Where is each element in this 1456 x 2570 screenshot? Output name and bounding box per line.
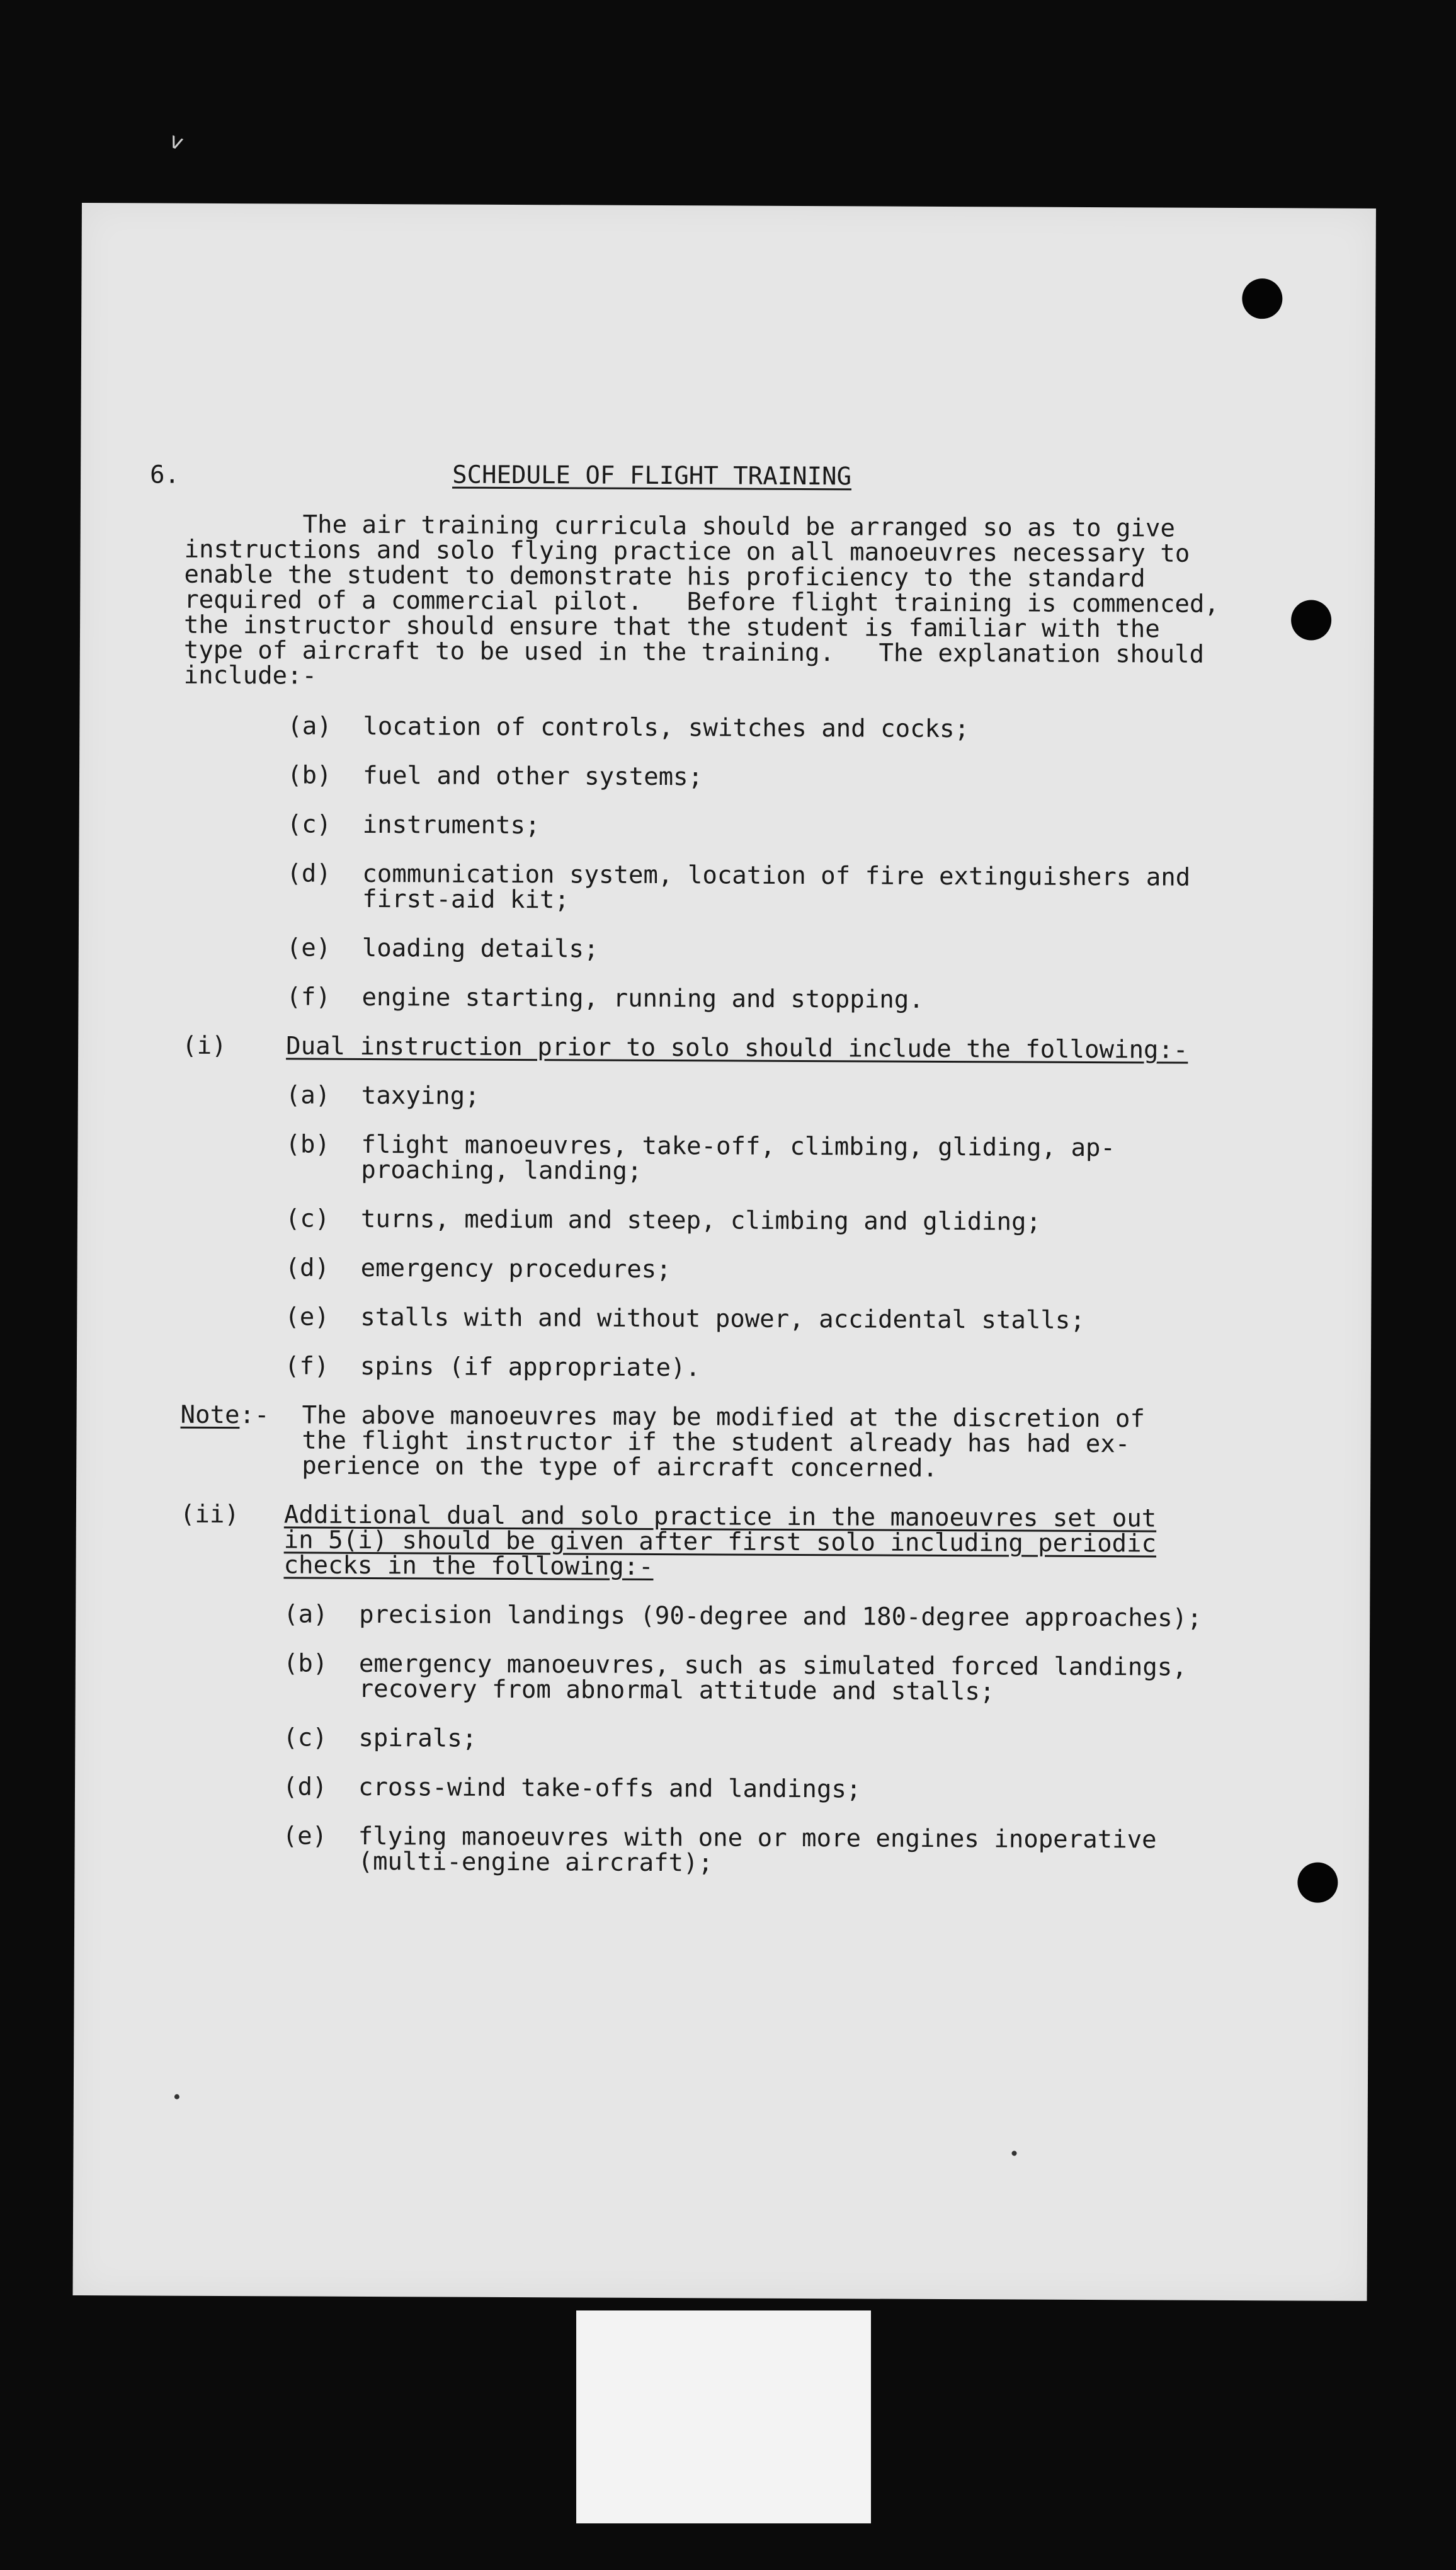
additional-item-text: cross-wind take-offs and landings; — [358, 1773, 862, 1804]
note-text: perience on the type of aircraft concerned. — [302, 1451, 938, 1483]
explanation-item-label: (a) — [287, 712, 332, 741]
explanation-item-text: location of controls, switches and cocks; — [363, 712, 970, 744]
intro-line: instructions and solo flying practice on all manoeuvres necessary to — [184, 535, 1190, 568]
speck — [174, 2094, 179, 2099]
note-label-word: Note — [180, 1400, 240, 1430]
note-label — [180, 1400, 270, 1430]
explanation-item-label: (f) — [286, 983, 331, 1012]
punch-hole — [1242, 278, 1282, 319]
explanation-item-text: engine starting, running and stopping. — [361, 983, 924, 1014]
dual-item-text: proaching, landing; — [361, 1155, 642, 1185]
additional-item-text: recovery from abnormal attitude and stalls; — [358, 1674, 995, 1706]
dual-item-label: (a) — [285, 1081, 331, 1110]
note-text: The above manoeuvres may be modified at the discretion of — [302, 1401, 1146, 1434]
punch-hole — [1291, 600, 1331, 640]
additional-item-text: precision landings (90-degree and 180-degree approaches); — [359, 1600, 1202, 1633]
explanation-item-text: loading details; — [361, 934, 599, 964]
explanation-item-label: (d) — [287, 859, 331, 888]
dual-item-text: stalls with and without power, accidental stalls; — [360, 1303, 1085, 1335]
additional-item-label: (d) — [282, 1773, 327, 1802]
dual-item-label: (b) — [285, 1130, 331, 1159]
intro-line: the instructor should ensure that the student is familiar with the — [183, 610, 1160, 644]
dual-heading: Dual instruction prior to solo should include the following:- — [286, 1032, 1188, 1065]
intro-line: The air training curricula should be arranged so as to give — [184, 510, 1176, 543]
explanation-item-text: communication system, location of fire extinguishers and — [362, 859, 1191, 892]
speck — [1011, 2150, 1016, 2156]
additional-item-text: spirals; — [358, 1723, 477, 1753]
additional-heading: in 5(i) should be given after first solo including periodic — [283, 1526, 1157, 1558]
intro-line: enable the student to demonstrate his proficiency to the standard — [184, 560, 1146, 593]
section-number: 6. — [150, 460, 180, 489]
punch-hole — [1297, 1862, 1338, 1902]
explanation-item-label: (e) — [286, 934, 331, 962]
additional-item-text: emergency manoeuvres, such as simulated forced landings, — [358, 1649, 1187, 1682]
intro-line: required of a commercial pilot. Before flight training is commenced, — [184, 585, 1219, 619]
note-label-suffix: :- — [239, 1401, 270, 1430]
intro-line: type of aircraft to be used in the training. The explanation should — [183, 636, 1205, 669]
section-title: SCHEDULE OF FLIGHT TRAINING — [452, 460, 852, 491]
additional-heading: Additional dual and solo practice in the manoeuvres set out — [283, 1500, 1157, 1533]
dual-item-text: taxying; — [361, 1081, 480, 1111]
frame-mark: v — [166, 127, 187, 156]
intro-line: include:- — [183, 661, 317, 690]
explanation-item-label: (c) — [287, 810, 332, 839]
additional-item-text: flying manoeuvres with one or more engines inoperative — [358, 1822, 1157, 1854]
dual-item-text: spins (if appropriate). — [360, 1352, 701, 1383]
explanation-item-text: instruments; — [362, 810, 540, 840]
explanation-item-text: fuel and other systems; — [362, 761, 703, 792]
dual-label: (i) — [182, 1031, 227, 1061]
document-page — [73, 203, 1376, 2301]
additional-item-label: (e) — [282, 1822, 327, 1851]
paper-slip — [576, 2310, 871, 2523]
explanation-item-text: first-aid kit; — [362, 884, 570, 915]
additional-item-label: (c) — [283, 1723, 327, 1752]
additional-label: (ii) — [179, 1500, 239, 1529]
dual-item-text: flight manoeuvres, take-off, climbing, gliding, ap- — [361, 1130, 1116, 1163]
additional-item-label: (a) — [283, 1600, 328, 1629]
additional-item-label: (b) — [283, 1649, 328, 1678]
dual-item-label: (f) — [284, 1352, 329, 1381]
note-text: the flight instructor if the student already has had ex- — [302, 1426, 1130, 1459]
additional-item-text: (multi-engine aircraft); — [358, 1847, 714, 1878]
dual-item-text: turns, medium and steep, climbing and gliding; — [360, 1204, 1042, 1236]
dual-item-label: (c) — [285, 1204, 330, 1233]
additional-heading: checks in the following:- — [283, 1551, 654, 1581]
dual-item-label: (d) — [285, 1254, 330, 1282]
dual-item-text: emergency procedures; — [360, 1254, 671, 1284]
explanation-item-label: (b) — [287, 761, 332, 790]
dual-item-label: (e) — [285, 1303, 329, 1332]
